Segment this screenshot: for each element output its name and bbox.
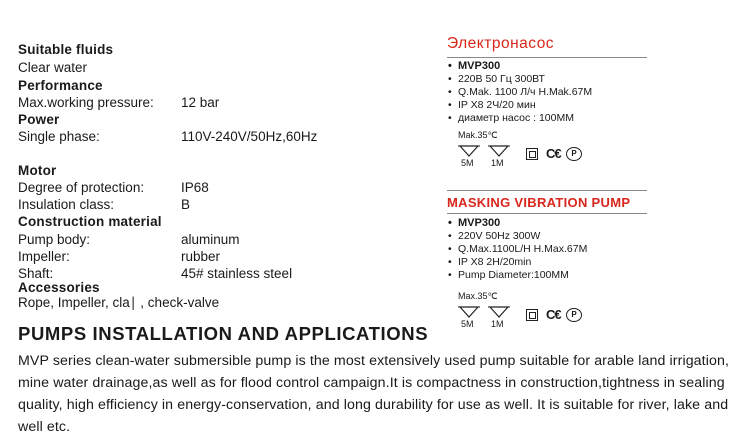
construction-row-value: 45# stainless steel xyxy=(181,266,293,281)
power-value: 110V-240V/50Hz,60Hz xyxy=(181,129,318,144)
section-title: PUMPS INSTALLATION AND APPLICATIONS xyxy=(18,323,429,344)
pct-mark-icon: P xyxy=(566,308,582,322)
label-en-line: • 220V 50Hz 300W xyxy=(448,230,541,242)
paragraph-line: quality, high efficiency in energy-conservation, and long durability for use as well. It is suitable for river, lake and xyxy=(18,397,729,413)
label-ru-line: • диаметр насос : 100MM xyxy=(448,112,574,124)
label-ru-line: • IP X8 2Ч/20 мин xyxy=(448,99,536,111)
depth-triangle-icon xyxy=(458,144,480,158)
construction-row-label: Pump body: xyxy=(18,232,91,247)
label-ru-line: • Q.Mak. 1100 Л/ч H.Mak.67M xyxy=(448,86,593,98)
motor-row xyxy=(18,197,418,212)
construction-row-label: Impeller: xyxy=(18,249,70,264)
power-row xyxy=(18,129,418,144)
construction-row-value: aluminum xyxy=(181,232,240,247)
motor-row-value: IP68 xyxy=(181,180,209,195)
ce-mark-icon: C€ xyxy=(546,146,561,161)
depth-triangle-icon xyxy=(458,305,480,319)
depth-1m-label: 1M xyxy=(491,158,504,168)
label-ru-model-line: • MVP300 xyxy=(448,60,501,72)
paragraph-line: mine water drainage,as well as for flood control campaign.It is compactness in construction,tightness in sealing xyxy=(18,375,725,391)
label-en-model-line: • MVP300 xyxy=(448,217,501,229)
double-insulation-icon xyxy=(526,309,538,321)
construction-row xyxy=(18,266,418,281)
depth-5m-label: 5M xyxy=(461,319,474,329)
motor-heading: Motor xyxy=(18,163,57,178)
label-ru-line-text: диаметр насос : 100MM xyxy=(458,112,574,124)
label-ru-title: Электронасос xyxy=(447,35,555,52)
label-en-line: • Pump Diameter:100MM xyxy=(448,269,569,281)
label-en-divider xyxy=(447,213,647,214)
accessories-heading: Accessories xyxy=(18,280,100,295)
depth-1m-label: 1M xyxy=(491,319,504,329)
construction-row-value: rubber xyxy=(181,249,221,264)
suitable-fluids-value: Clear water xyxy=(18,60,88,75)
min-depth-triangle-icon xyxy=(488,305,510,319)
depth-5m-label: 5M xyxy=(461,158,474,168)
performance-value: 12 bar xyxy=(181,95,220,110)
label-ru-model: MVP300 xyxy=(458,60,501,72)
ce-mark-icon: C€ xyxy=(546,307,561,322)
performance-heading: Performance xyxy=(18,78,103,93)
label-en-line: • Q.Max.1100L/H H.Max.67M xyxy=(448,243,588,255)
motor-row xyxy=(18,180,418,195)
accessories-value: Rope, Impeller, cla∣ , check-valve xyxy=(18,295,220,310)
min-depth-triangle-icon xyxy=(488,144,510,158)
label-en-title: MASKING VIBRATION PUMP xyxy=(447,195,631,210)
label-en-line-text: 220V 50Hz 300W xyxy=(458,230,541,242)
motor-row-value: B xyxy=(181,197,191,212)
performance-row xyxy=(18,95,418,110)
motor-row-label: Insulation class: xyxy=(18,197,115,212)
label-en-line-text: Pump Diameter:100MM xyxy=(458,269,569,281)
performance-label: Max.working pressure: xyxy=(18,95,154,110)
label-ru-line: • 220В 50 Гц 300ВТ xyxy=(448,73,545,85)
construction-heading: Construction material xyxy=(18,214,162,229)
label-ru-line-text: Q.Mak. 1100 Л/ч H.Mak.67M xyxy=(458,86,593,98)
power-label: Single phase: xyxy=(18,129,100,144)
double-insulation-icon xyxy=(526,148,538,160)
label-ru-line-text: IP X8 2Ч/20 мин xyxy=(458,99,536,111)
label-en-temp: Max.35℃ xyxy=(458,291,498,301)
label-ru-line-text: 220В 50 Гц 300ВТ xyxy=(458,73,545,85)
motor-row-label: Degree of protection: xyxy=(18,180,145,195)
label-ru-temp: Mak.35℃ xyxy=(458,130,498,140)
pct-mark-icon: P xyxy=(566,147,582,161)
construction-row xyxy=(18,232,418,247)
label-ru-box xyxy=(448,60,688,170)
suitable-fluids-heading: Suitable fluids xyxy=(18,42,114,57)
label-en-model: MVP300 xyxy=(458,217,501,229)
label-ru-divider xyxy=(447,57,647,58)
paragraph-line: MVP series clean-water submersible pump is the most extensively used pump suitable for arable land irrigation, xyxy=(18,353,729,369)
label-en-line-text: Q.Max.1100L/H H.Max.67M xyxy=(458,243,588,255)
paragraph-line: well etc. xyxy=(18,419,71,435)
label-en-box xyxy=(448,217,688,332)
construction-row-label: Shaft: xyxy=(18,266,54,281)
construction-row xyxy=(18,249,418,264)
label-en-top-divider xyxy=(447,190,647,191)
label-en-line: • IP X8 2H/20min xyxy=(448,256,532,268)
power-heading: Power xyxy=(18,112,60,127)
label-en-line-text: IP X8 2H/20min xyxy=(458,256,532,268)
